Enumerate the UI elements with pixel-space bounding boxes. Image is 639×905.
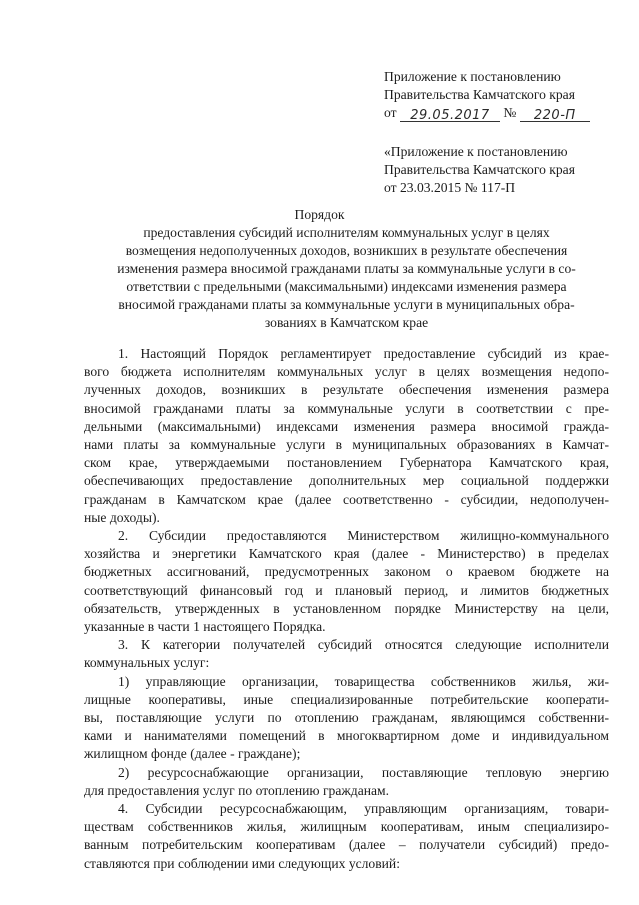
appendix-header-line2: Правительства Камчатского края <box>384 87 575 102</box>
quoted-header-line3: от 23.03.2015 № 117-П <box>384 180 516 195</box>
number-value: 220-П <box>533 108 576 123</box>
body-line: дельными (максимальными) индексами изменения размера вносимой гражда- <box>84 418 609 434</box>
number-prefix: № <box>503 105 517 120</box>
body-line: коммунальных услуг: <box>84 655 210 671</box>
appendix-header <box>384 68 624 122</box>
date-field <box>400 106 500 122</box>
body-line: для предоставления услуг по отоплению гражданам. <box>84 782 390 798</box>
subtitle-line: зованиях в Камчатском крае <box>264 315 429 330</box>
body-line: ные доходы). <box>84 509 160 525</box>
body-line: обязательств, утвержденных в установленном порядке Министерству на цели, <box>84 600 609 616</box>
quoted-header-line2: Правительства Камчатского края <box>384 162 575 177</box>
body-line: вого бюджета исполнителям коммунальных услуг в целях возмещения недопо- <box>84 364 609 380</box>
body-line: жилищном фонде (далее - граждане); <box>84 746 301 762</box>
body-line: лищные кооперативы, иные специализированные потребительские кооперати- <box>84 691 609 707</box>
body-line: 4. Субсидии ресурсоснабжающим, управляющим организациям, товари- <box>118 801 609 817</box>
body-line: нами платы за коммунальные услуги в муниципальных образованиях в Камчат- <box>84 437 609 453</box>
body-line: ками и нанимателями помещений в многоквартирном доме и индивидуальном <box>84 728 609 744</box>
body-line: вносимой гражданами платы за коммунальные услуги в соответствии с пре- <box>84 400 609 416</box>
appendix-header-date-line <box>384 104 624 122</box>
body-line: 1) управляющие организации, товарищества собственников жилья, жи- <box>118 673 609 689</box>
body-line: вы, поставляющие услуги по отоплению гражданам, являющимся собственни- <box>84 710 609 726</box>
subtitle-line: изменения размера вносимой гражданами платы за коммунальные услуги в со- <box>117 261 576 276</box>
body-line: ставляются при соблюдении ими следующих условий: <box>84 855 400 871</box>
body-line: 3. К категории получателей субсидий относятся следующие исполнители <box>118 637 609 653</box>
body-line: лученных доходов, возникших в результате обеспечения изменения размера <box>84 382 609 398</box>
date-prefix: от <box>384 105 397 120</box>
body-line: обеспечивающих предоставление дополнительных мер социальной поддержки <box>84 473 609 489</box>
quoted-header-line1: «Приложение к постановлению <box>384 144 568 159</box>
subtitle-line: ответствии с предельными (максимальными) индексами изменения размера <box>126 279 567 294</box>
body-line: гражданам в Камчатском крае (далее соответственно - субсидии, недополучен- <box>84 491 609 507</box>
body-line: ванным потребительским кооперативам (далее – получатели субсидий) предо- <box>84 837 609 853</box>
subtitle-line: предоставления субсидий исполнителям коммунальных услуг в целях <box>143 225 550 240</box>
body-line: 2. Субсидии предоставляются Министерством жилищно-коммунального <box>118 528 609 544</box>
body-line: бюджетных ассигнований, предусмотренных законом о краевом бюджете на <box>84 564 609 580</box>
body-line: хозяйства и энергетики Камчатского края (далее - Министерство) в пределах <box>84 546 609 562</box>
date-value: 29.05.2017 <box>410 108 490 123</box>
quoted-appendix-header <box>384 143 624 197</box>
body-line: 2) ресурсоснабжающие организации, поставляющие тепловую энергию <box>118 764 609 780</box>
appendix-header-line1: Приложение к постановлению <box>384 69 561 84</box>
number-field <box>520 106 590 122</box>
body-line: указанные в части 1 настоящего Порядка. <box>84 619 326 635</box>
document-title: Порядок <box>294 207 345 222</box>
body-line: ском крае, утверждаемыми постановлением Губернатора Камчатского края, <box>84 455 609 471</box>
body-line: ществам собственников жилья, жилищным кооперативам, иным специализиро- <box>84 819 609 835</box>
subtitle-line: возмещения недополученных доходов, возникших в результате обеспечения <box>125 243 568 258</box>
document-body <box>84 345 609 873</box>
body-line: соответствующий финансовый год и плановый период, и лимитов бюджетных <box>84 582 609 598</box>
subtitle-line: вносимой гражданами платы за коммунальные услуги в муниципальных обра- <box>118 297 575 312</box>
document-subtitle <box>84 224 609 332</box>
body-line: 1. Настоящий Порядок регламентирует предоставление субсидий из крае- <box>118 346 609 361</box>
